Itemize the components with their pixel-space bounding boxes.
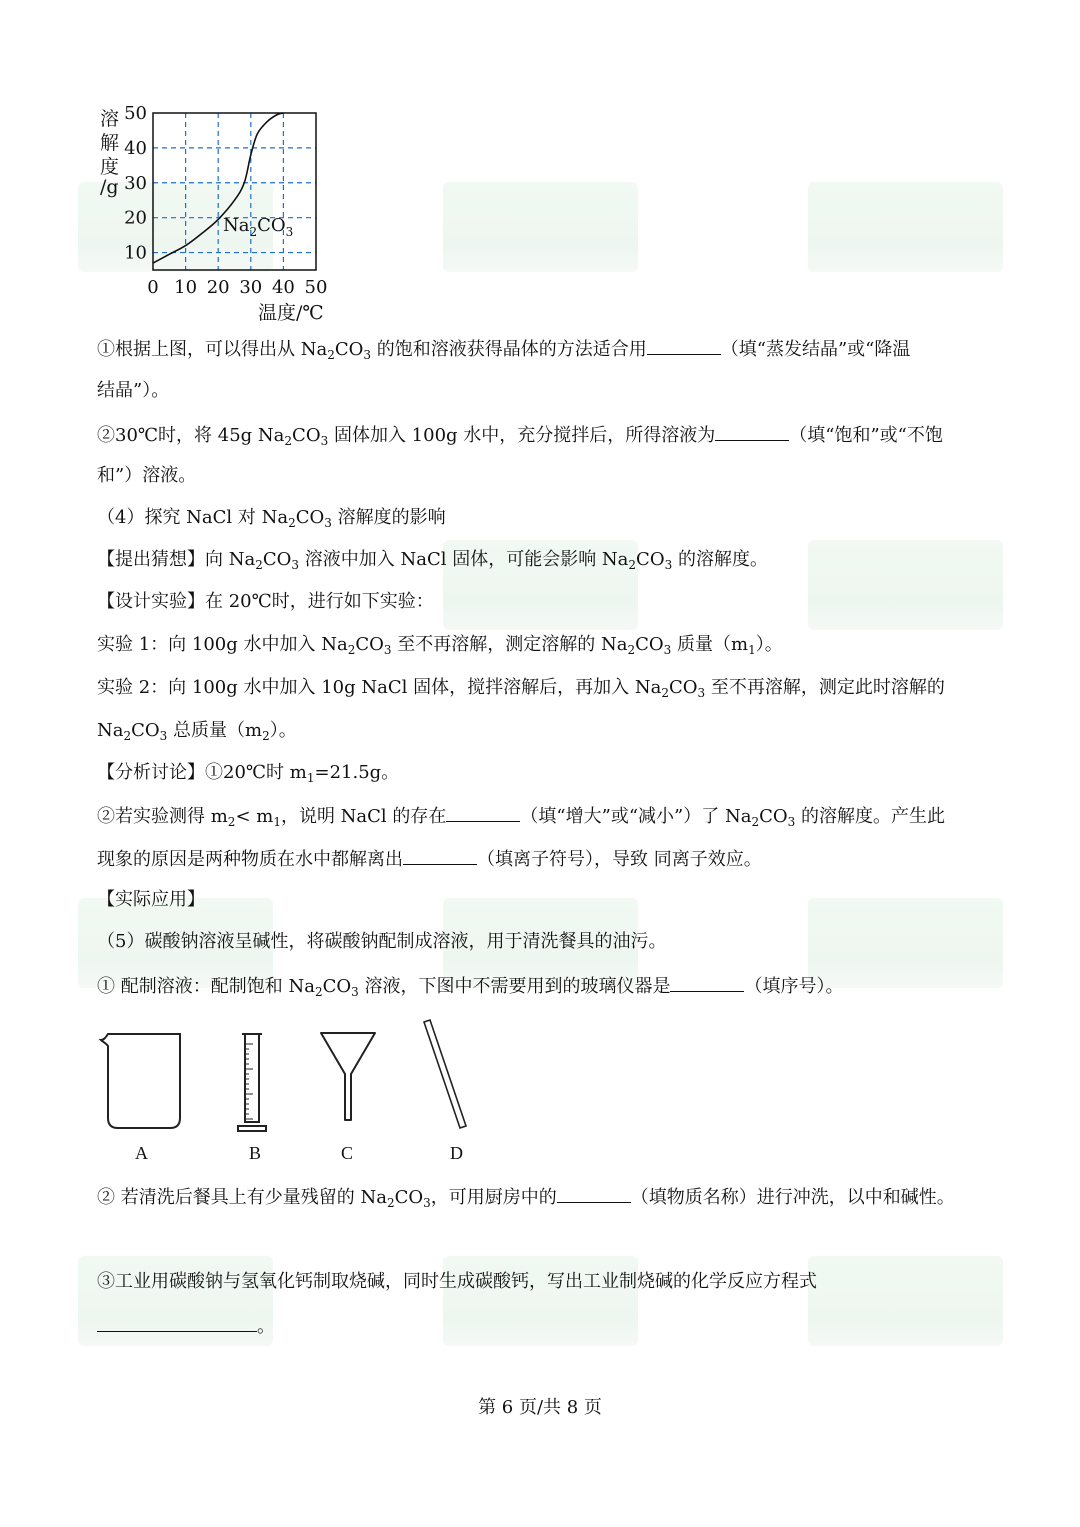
q4-design: 【设计实验】在 20℃时，进行如下实验： (97, 591, 434, 612)
answer-blank[interactable] (403, 846, 477, 865)
y-tick-labels (124, 103, 147, 264)
q4-experiment-1: 实验 1：向 100g 水中加入 $Na_2CO_3$ 至不再溶解，测定溶解的 $Na_2CO_3$ 质量$(m_1)$。 (97, 634, 783, 657)
glassware-label-d: D (450, 1143, 463, 1163)
q4-experiment-2-line2: $Na_2CO_3$ 总质量$(m_2)$。 (97, 720, 297, 743)
glassware-figure (95, 1015, 485, 1140)
q3-part2-line1: ②30℃时，将 45g $Na_2CO_3$ 固体加入 100g 水中，充分搅拌后，所得溶液为 （填“饱和”或“不饱 (97, 422, 943, 448)
funnel-icon (321, 1033, 375, 1120)
x-tick-label: 0 (147, 277, 159, 298)
x-tick-label: 40 (271, 277, 295, 298)
y-tick-label: 30 (124, 172, 147, 194)
q4-discussion-2-line1: ②若实验测得 $m_2< m_1$，说明 NaCl 的存在 （填“增大”或“减小”）了 $Na_2CO_3$ 的溶解度。产生此 (97, 803, 945, 829)
glassware-label-b: B (249, 1143, 262, 1163)
x-tick-label: 30 (239, 277, 263, 298)
q5-part3: ③工业用碳酸钠与氢氧化钙制取烧碱，同时生成碳酸钙，写出工业制烧碱的化学反应方程式 (97, 1271, 817, 1292)
answer-blank[interactable] (647, 336, 721, 355)
glassware-label-c: C (341, 1143, 354, 1163)
q5-part2: ② 若清洗后餐具上有少量残留的 $Na_2CO_3$，可用厨房中的 （填物质名称）进行冲洗，以中和碱性。 (97, 1184, 955, 1210)
x-tick-label: 50 (304, 277, 328, 298)
plot-frame (153, 113, 316, 270)
watermark (808, 1256, 1003, 1346)
glassware-label-a: A (135, 1143, 148, 1163)
q4-hypothesis: 【提出猜想】向 $Na_2CO_3$ 溶液中加入 NaCl 固体，可能会影响 $Na_2CO_3$ 的溶解度。 (97, 549, 768, 572)
x-tick-label: 10 (174, 277, 198, 298)
q4-experiment-2-line1: 实验 2：向 100g 水中加入 10g NaCl 固体，搅拌溶解后，再加入 $Na_2CO_3$ 至不再溶解，测定此时溶解的 (97, 677, 945, 700)
q3-part2-line2: 和”）溶液。 (97, 465, 197, 486)
graduated-cylinder-icon (238, 1034, 266, 1131)
solubility-chart (120, 100, 340, 330)
x-tick-labels (147, 277, 327, 298)
beaker-icon (101, 1034, 180, 1128)
x-tick-label: 20 (206, 277, 230, 298)
answer-blank[interactable] (557, 1184, 631, 1203)
answer-blank[interactable] (670, 973, 744, 992)
y-tick-label: 40 (124, 137, 147, 159)
answer-blank[interactable] (715, 422, 789, 441)
q4-discussion-1: 【分析讨论】①20℃时 $m_1=21.5g$。 (97, 762, 400, 785)
q3-part1-line1: ①根据上图，可以得出从 $Na_2CO_3$ 的饱和溶液获得晶体的方法适合用 （填“蒸发结晶”或“降温 (97, 336, 910, 362)
y-tick-label: 20 (124, 207, 147, 229)
y-tick-label: 50 (124, 103, 147, 124)
q5-part3-answer-line: 。 (97, 1313, 275, 1339)
y-tick-label: 10 (124, 242, 147, 264)
chart-grid (153, 113, 316, 270)
answer-blank[interactable] (446, 803, 520, 822)
q5-part1: ① 配制溶液：配制饱和 $Na_2CO_3$ 溶液，下图中不需要用到的玻璃仪器是 （填序号）。 (97, 973, 843, 999)
y-axis-label-char: /g (100, 176, 119, 198)
curve-label: $Na_2CO_3$ (223, 215, 294, 239)
answer-blank[interactable] (97, 1313, 257, 1332)
q4-discussion-2-line2: 现象的原因是两种物质在水中都解离出 （填离子符号），导致 同离子效应。 (97, 846, 762, 872)
q3-part1-line2: 结晶”）。 (97, 380, 170, 401)
q4-title: （4）探究 NaCl 对 $Na_2CO_3$ 溶解度的影响 (97, 507, 446, 530)
glass-rod-icon (424, 1020, 466, 1128)
watermark (808, 540, 1003, 630)
q4-application-heading: 【实际应用】 (97, 889, 205, 910)
page-footer: 第 6 页/共 8 页 (478, 1397, 602, 1418)
y-axis-label-char: 度 (100, 156, 120, 178)
y-axis-label-char: 解 (100, 132, 120, 154)
watermark (443, 182, 638, 272)
watermark (808, 182, 1003, 272)
x-axis-label: 温度/℃ (258, 302, 324, 324)
y-axis-label-char: 溶 (100, 108, 120, 130)
q5-intro: （5）碳酸钠溶液呈碱性，将碳酸钠配制成溶液，用于清洗餐具的油污。 (97, 931, 667, 952)
